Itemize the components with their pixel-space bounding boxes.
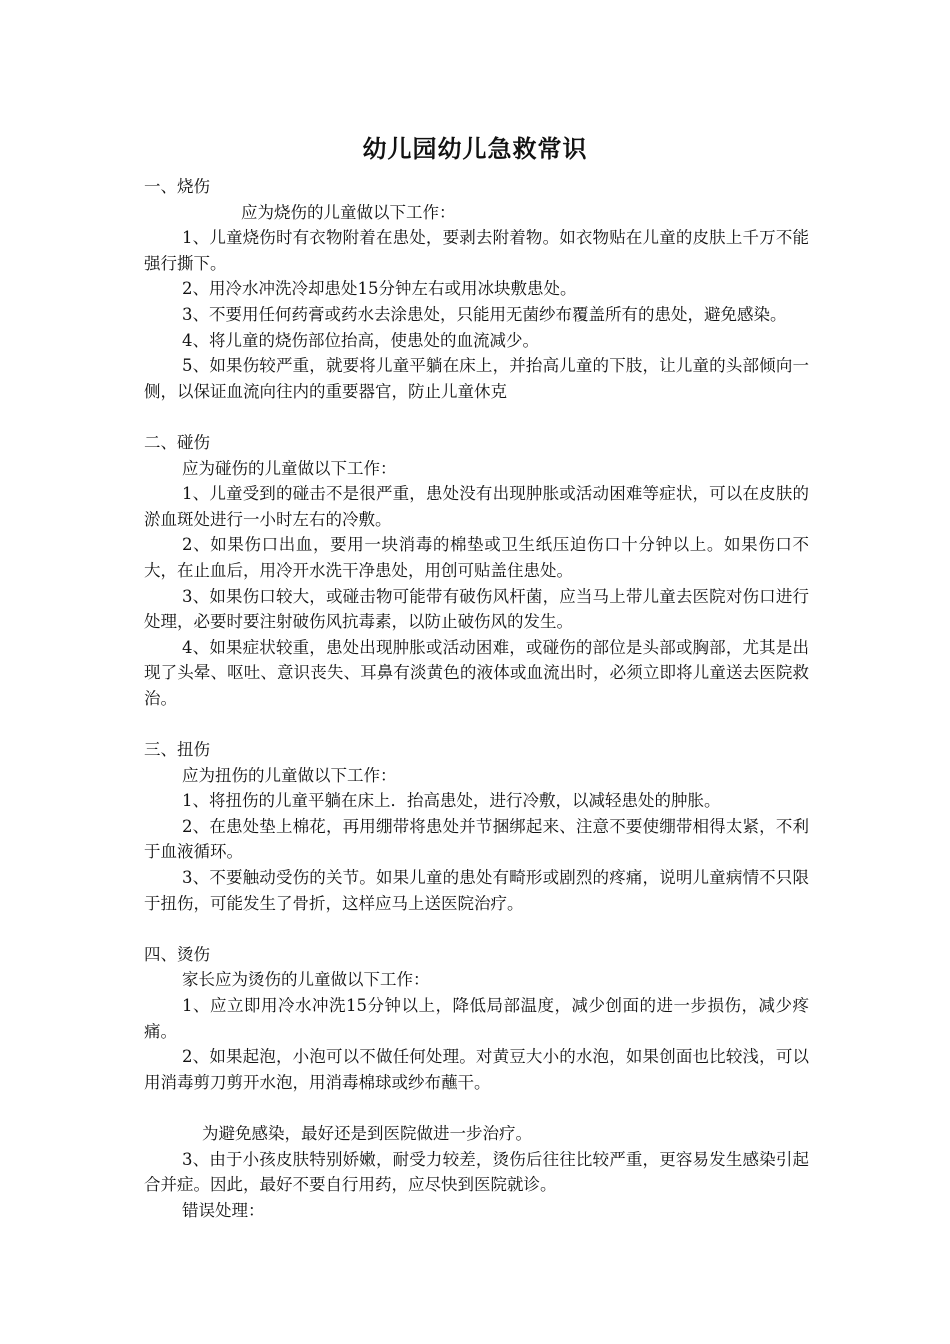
list-item: 4、如果症状较重，患处出现肿胀或活动困难，或碰伤的部位是头部或胸部，尤其是出现了头晕、呕吐、意识丧失、耳鼻有淡黄色的液体或血流出时，必须立即将儿童送去医院救治。 bbox=[144, 637, 809, 708]
list-item: 3、不要触动受伤的关节。如果儿童的患处有畸形或剧烈的疼痛，说明儿童病情不只限于扭伤，可能发生了骨折，这样应马上送医院治疗。 bbox=[144, 868, 809, 913]
section-intro-scalds: 家长应为烫伤的儿童做以下工作： bbox=[182, 970, 430, 990]
closing-heading: 错误处理： bbox=[182, 1200, 265, 1220]
list-item: 1、儿童烧伤时有衣物附着在患处，要剥去附着物。如衣物贴在儿童的皮肤上千万不能强行撕下。 bbox=[144, 228, 809, 273]
page-title: 幼儿园幼儿急救常识 bbox=[362, 134, 588, 163]
list-item: 5、如果伤较严重，就要将儿童平躺在床上，并抬高儿童的下肢，让儿童的头部倾向一侧，以保证血流向往内的重要器官，防止儿童休克 bbox=[144, 356, 809, 401]
section-heading-scalds: 四、烫伤 bbox=[144, 944, 210, 964]
list-item: 3、如果伤口较大，或碰击物可能带有破伤风杆菌，应当马上带儿童去医院对伤口进行处理，必要时要注射破伤风抗毒素，以防止破伤风的发生。 bbox=[144, 586, 809, 632]
section-intro-burns: 应为烧伤的儿童做以下工作： bbox=[241, 202, 456, 222]
section-heading-sprains: 三、扭伤 bbox=[144, 740, 210, 760]
section-spacer bbox=[144, 711, 809, 737]
list-item: 1、应立即用冷水冲洗15分钟以上，降低局部温度，减少创面的进一步损伤，减少疼痛。 bbox=[144, 996, 809, 1041]
list-item: 2、如果伤口出血，要用一块消毒的棉垫或卫生纸压迫伤口十分钟以上。如果伤口不大，在止血后，用冷开水洗干净患处，用创可贴盖住患处。 bbox=[144, 535, 809, 580]
section-intro-sprains: 应为扭伤的儿童做以下工作： bbox=[182, 765, 397, 785]
list-item: 3、不要用任何药膏或药水去涂患处，只能用无菌纱布覆盖所有的患处，避免感染。 bbox=[182, 304, 787, 324]
section-heading-burns: 一、烧伤 bbox=[144, 177, 210, 196]
list-item: 1、儿童受到的碰击不是很严重，患处没有出现肿胀或活动困难等症状，可以在皮肤的淤血斑处进行一小时左右的冷敷。 bbox=[144, 484, 809, 529]
section-spacer bbox=[144, 404, 809, 430]
section-intro-bruises: 应为碰伤的儿童做以下工作： bbox=[182, 458, 397, 478]
document-body bbox=[144, 174, 809, 1223]
list-item: 2、用冷水冲洗冷却患处15分钟左右或用冰块敷患处。 bbox=[182, 279, 577, 299]
list-item: 1、将扭伤的儿童平躺在床上．抬高患处，进行冷敷，以减轻患处的肿胀。 bbox=[182, 791, 721, 811]
list-item: 4、将儿童的烧伤部位抬高，使患处的血流减少。 bbox=[182, 330, 539, 350]
list-item: 2、如果起泡，小泡可以不做任何处理。对黄豆大小的水泡，如果创面也比较浅，可以用消毒剪刀剪开水泡，用消毒棉球或纱布蘸干。 bbox=[144, 1047, 809, 1092]
note-paragraph: 为避免感染，最好还是到医院做进一步治疗。 bbox=[202, 1123, 532, 1143]
list-item: 2、在患处垫上棉花，再用绷带将患处并节捆绑起来、注意不要使绷带相得太紧，不利于血液循环。 bbox=[144, 816, 809, 862]
section-heading-bruises: 二、碰伤 bbox=[144, 432, 210, 452]
list-item: 3、由于小孩皮肤特别娇嫩，耐受力较差，烫伤后往往比较严重，更容易发生感染引起合并症。因此，最好不要自行用药，应尽快到医院就诊。 bbox=[144, 1149, 809, 1195]
section-spacer bbox=[144, 916, 809, 942]
section-spacer bbox=[144, 1095, 809, 1121]
